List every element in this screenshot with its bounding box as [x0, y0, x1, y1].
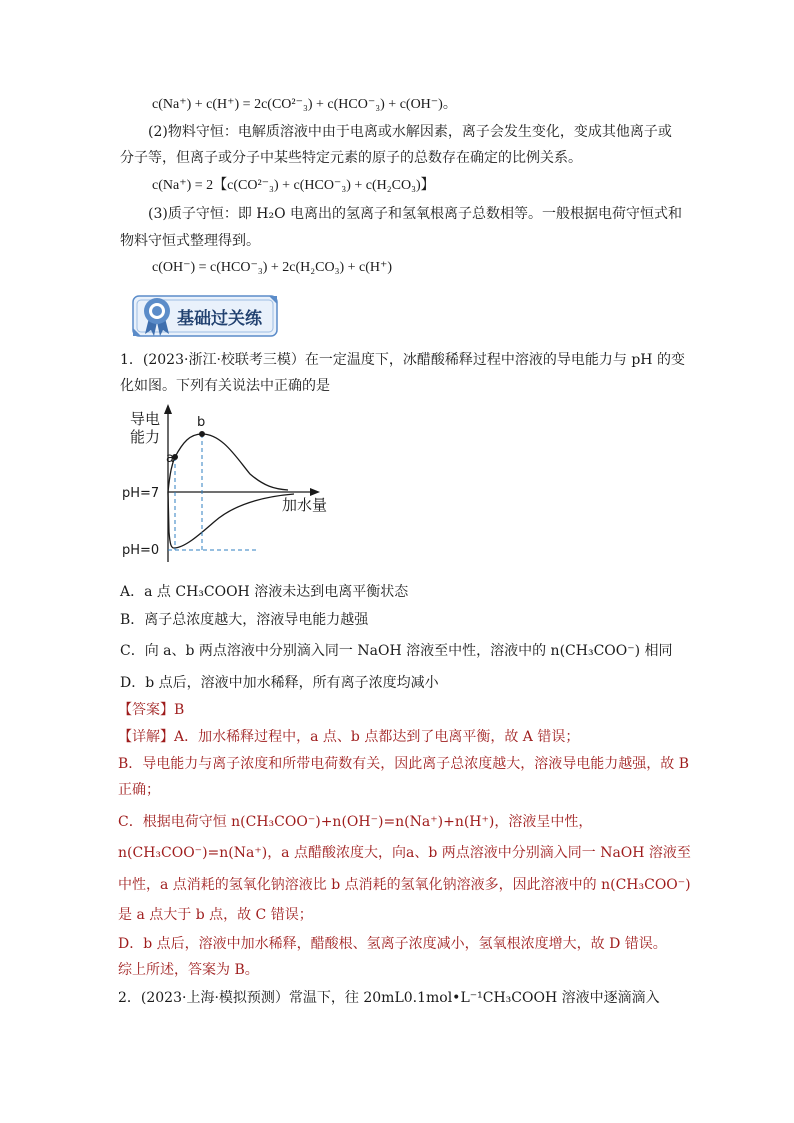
- material-balance-paragraph-2: 分子等，但离子或分子中某些特定元素的原子的总数存在确定的比例关系。: [120, 150, 582, 166]
- y-axis-label-1: 导电: [130, 410, 161, 428]
- q1-explanation-b-2: 正确；: [118, 782, 160, 798]
- charge-balance-formula: c(Na⁺) + c(H⁺) = 2c(CO²⁻₃) + c(HCO⁻₃) + c(OH⁻)。: [152, 97, 457, 112]
- y-axis-arrow: [164, 404, 172, 414]
- q1-summary: 综上所述，答案为 B。: [118, 962, 259, 978]
- point-b-marker: [199, 431, 205, 437]
- q1-explanation-c-4: 是 a 点大于 b 点，故 C 错误；: [118, 907, 313, 923]
- q1-explanation-a-line: [118, 727, 579, 747]
- q1-explanation-c-1: C．根据电荷守恒 n(CH₃COO⁻)+n(OH⁻)=n(Na⁺)+n(H⁺)，溶液呈中性，: [118, 814, 593, 830]
- proton-balance-paragraph-2: 物料守恒式整理得到。: [120, 233, 260, 249]
- q1-explanation-b-1: B．导电能力与离子浓度和所带电荷数有关，因此离子总浓度越大，溶液导电能力越强，故 B: [118, 756, 690, 772]
- tick-label-ph7: pH=7: [122, 486, 160, 501]
- conductivity-ph-chart: [118, 402, 338, 572]
- q1-explanation-c-2: n(CH₃COO⁻)=n(Na⁺)，a 点醋酸浓度大，向a、b 两点溶液中分别滴入同一 NaOH 溶液至: [118, 845, 691, 861]
- ph-curve: [168, 492, 294, 548]
- x-axis-label: 加水量: [282, 496, 328, 514]
- q1-option-b: B．离子总浓度越大，溶液导电能力越强: [120, 612, 369, 628]
- q1-explanation-c-3: 中性，a 点消耗的氢氧化钠溶液比 b 点消耗的氢氧化钠溶液多，因此溶液中的 n(CH₃COO⁻): [118, 877, 691, 893]
- q1-answer: 【答案】B: [118, 702, 185, 718]
- y-axis-label-2: 能力: [130, 428, 161, 446]
- conductivity-curve: [168, 434, 288, 492]
- point-b-label: b: [197, 415, 206, 430]
- q1-explanation-d: D．b 点后，溶液中加水稀释，醋酸根、氢离子浓度减小，氢氧根浓度增大，故 D 错误。: [118, 936, 667, 952]
- q1-option-a: A．a 点 CH₃COOH 溶液未达到电离平衡状态: [120, 584, 409, 600]
- q1-option-c: C．向 a、b 两点溶液中分别滴入同一 NaOH 溶液至中性，溶液中的 n(CH₃COO⁻) 相同: [120, 643, 673, 659]
- section-badge: [131, 290, 279, 340]
- q1-option-d: D．b 点后，溶液中加水稀释，所有离子浓度均减小: [120, 675, 439, 691]
- medal-icon: [137, 294, 177, 338]
- point-a-label: a: [166, 451, 174, 466]
- x-axis-arrow: [310, 488, 320, 496]
- q1-stem-2: 化如图。下列有关说法中正确的是: [120, 378, 330, 394]
- proton-balance-paragraph-1: (3)质子守恒：即 H₂O 电离出的氢离子和氢氧根离子总数相等。一般根据电荷守恒式和: [148, 206, 683, 222]
- section-title: 基础过关练: [177, 309, 262, 329]
- q1-stem-1: 1．(2023·浙江·校联考三模）在一定温度下，冰醋酸稀释过程中溶液的导电能力与 pH 的变: [120, 352, 685, 368]
- q2-stem: 2．(2023·上海·模拟预测）常温下，往 20mL0.1mol•L⁻¹CH₃COOH 溶液中逐滴滴入: [118, 990, 660, 1006]
- explanation-a-text: A．加水稀释过程中，a 点、b 点都达到了电离平衡，故 A 错误；: [174, 729, 580, 745]
- material-balance-paragraph-1: (2)物料守恒：电解质溶液中由于电离或水解因素，离子会发生变化，变成其他离子或: [148, 124, 672, 140]
- proton-balance-formula: c(OH⁻) = c(HCO⁻₃) + 2c(H₂CO₃) + c(H⁺): [152, 260, 393, 275]
- tick-label-ph0: pH=0: [122, 543, 160, 558]
- explanation-label: 【详解】: [118, 729, 174, 745]
- material-balance-formula: c(Na⁺) = 2【c(CO²⁻₃) + c(HCO⁻₃) + c(H₂CO₃)】: [152, 178, 435, 193]
